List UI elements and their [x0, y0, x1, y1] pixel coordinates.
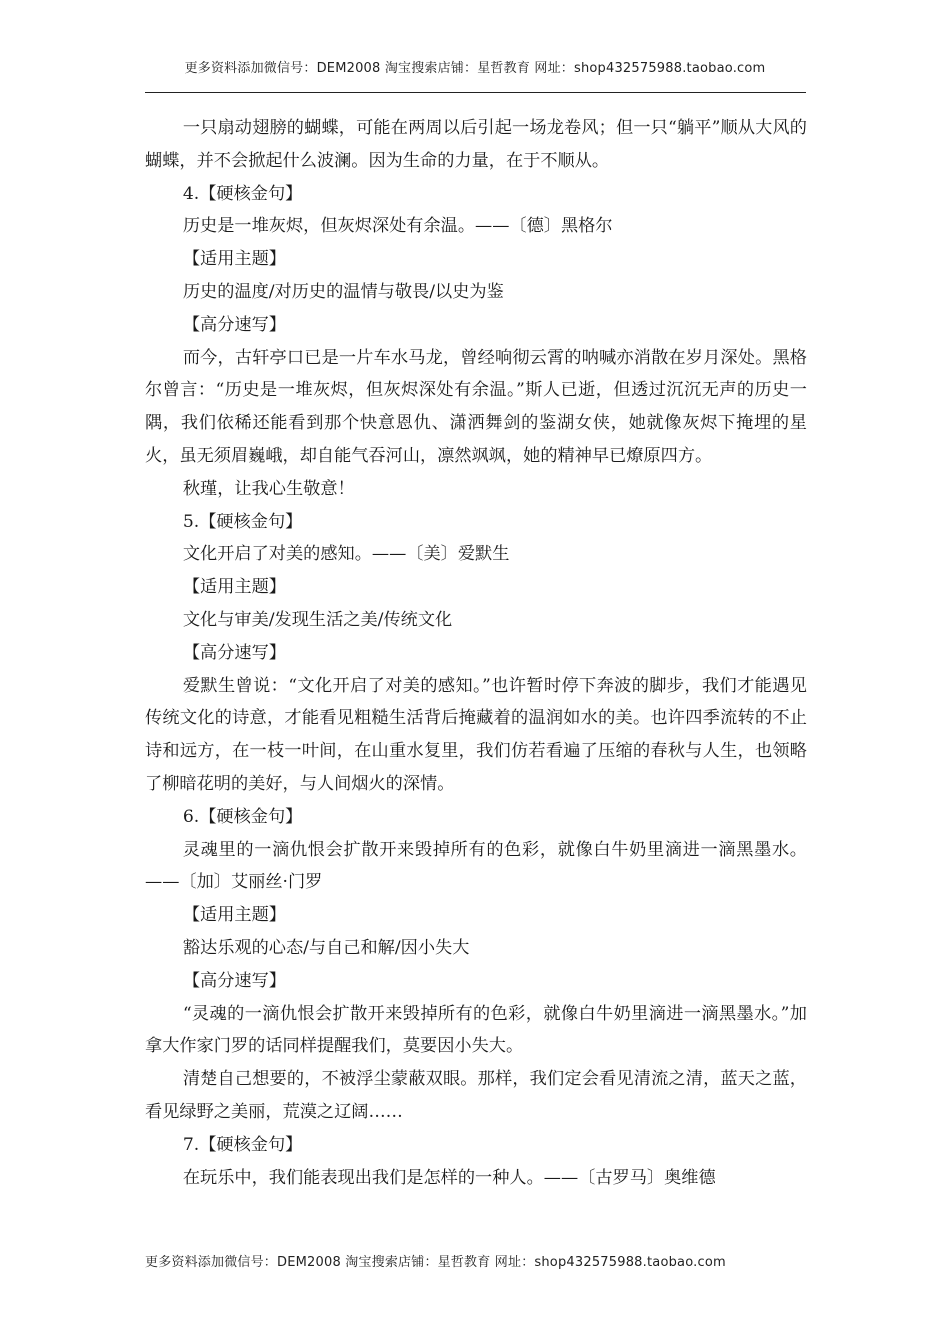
paragraph-butterfly: 一只扇动翅膀的蝴蝶，可能在两周以后引起一场龙卷风；但一只“躺平”顺从大风的蝴蝶，并不会掀起什么波澜。因为生命的力量，在于不顺从。: [145, 118, 807, 171]
quote-heading-5: 5.【硬核金句】: [182, 511, 303, 532]
sketch-text-6: “灵魂的一滴仇恨会扩散开来毁掉所有的色彩，就像白牛奶里滴进一滴黑墨水。”加拿大作家门罗的话同样提醒我们，莫要因小失大。: [145, 1003, 807, 1057]
theme-label-5: 【适用主题】: [182, 577, 286, 598]
page-footer: 更多资料添加微信号：DEM2008 淘宝搜索店铺：星哲教育 网址：shop432575988.taobao.com: [145, 1255, 726, 1270]
header-divider: [145, 92, 806, 93]
document-body: [145, 112, 807, 1194]
page-header: 更多资料添加微信号：DEM2008 淘宝搜索店铺：星哲教育 网址：shop432575988.taobao.com: [184, 61, 766, 76]
quote-heading-6: 6.【硬核金句】: [182, 806, 303, 827]
theme-text-5: 文化与审美/发现生活之美/传统文化: [182, 609, 453, 630]
theme-text-6: 豁达乐观的心态/与自己和解/因小失大: [182, 937, 470, 958]
theme-label-4: 【适用主题】: [182, 249, 286, 270]
sketch-text-6b: 清楚自己想要的，不被浮尘蒙蔽双眼。那样，我们定会看见清流之清，蓝天之蓝，看见绿野之美丽，荒漠之辽阔……: [145, 1069, 807, 1122]
sketch-label-6: 【高分速写】: [182, 970, 286, 991]
quote-text-7: 在玩乐中，我们能表现出我们是怎样的一种人。——〔古罗马〕奥维德: [182, 1167, 716, 1188]
sketch-text-4b: 秋瑾，让我心生敬意！: [182, 478, 355, 499]
quote-heading-7: 7.【硬核金句】: [182, 1134, 303, 1155]
sketch-label-4: 【高分速写】: [182, 314, 286, 335]
sketch-text-4: 而今，古轩亭口已是一片车水马龙，曾经响彻云霄的呐喊亦消散在岁月深处。黑格尔曾言：“历史是一堆灰烬，但灰烬深处有余温。”斯人已逝，但透过沉沉无声的历史一隅，我们依稀还能看到那个快意恩仇、潇洒舞剑的鉴湖女侠，她就像灰烬下掩埋的星火，虽无须眉巍峨，却自能气吞河山，凛然飒飒，她的精神早已燎原四方。: [145, 347, 807, 466]
quote-text-6: 灵魂里的一滴仇恨会扩散开来毁掉所有的色彩，就像白牛奶里滴进一滴黑墨水。——〔加〕艾丽丝·门罗: [145, 839, 807, 893]
theme-text-4: 历史的温度/对历史的温情与敬畏/以史为鉴: [182, 281, 504, 302]
sketch-label-5: 【高分速写】: [182, 642, 286, 663]
sketch-text-5: 爱默生曾说：“文化开启了对美的感知。”也许暂时停下奔波的脚步，我们才能遇见传统文化的诗意，才能看见粗糙生活背后掩藏着的温润如水的美。也许四季流转的不止诗和远方，在一枝一叶间，在山重水复里，我们仿若看遍了压缩的春秋与人生，也领略了柳暗花明的美好，与人间烟火的深情。: [145, 675, 807, 794]
quote-text-4: 历史是一堆灰烬，但灰烬深处有余温。——〔德〕黑格尔: [182, 216, 613, 237]
quote-heading-4: 4.【硬核金句】: [182, 183, 303, 204]
theme-label-6: 【适用主题】: [182, 905, 286, 926]
quote-text-5: 文化开启了对美的感知。——〔美〕爱默生: [182, 544, 510, 565]
